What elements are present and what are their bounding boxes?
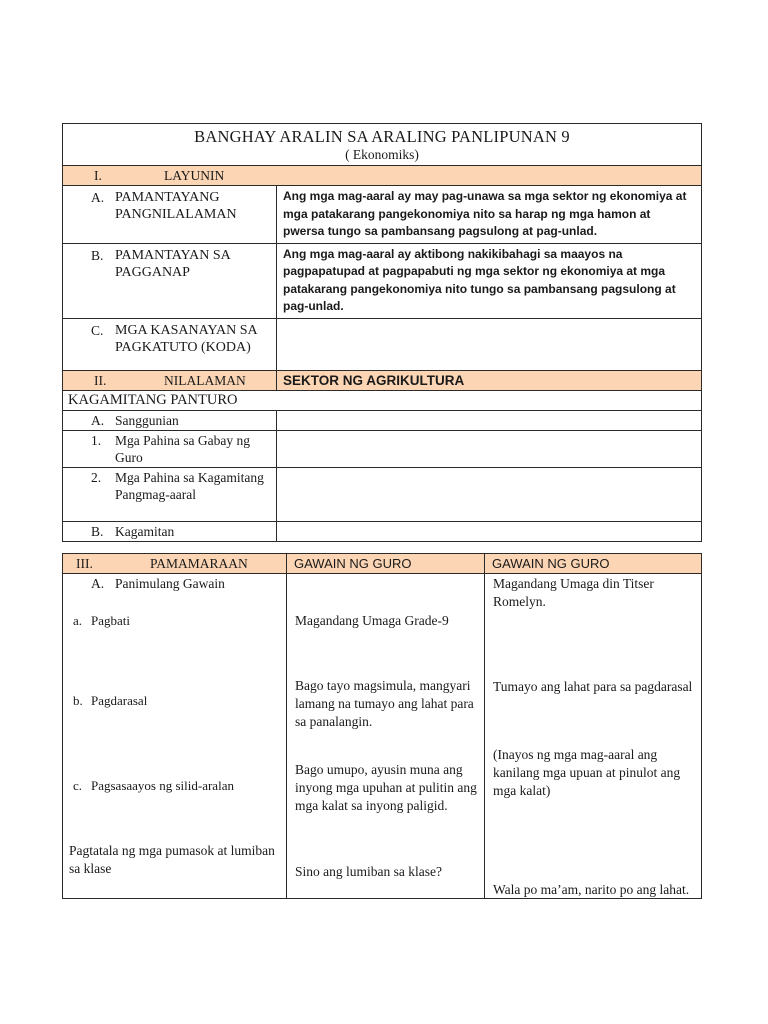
section-layunin-header [63,166,702,186]
student-attendance-answer: Wala po ma’am, narito po ang lahat. [493,882,690,897]
section-number: II. [94,372,107,388]
student-arranging: (Inayos ng mga mag-aaral ang kanilang mga upuan at pinulot ang mga kalat) [493,747,681,798]
material-1-cell [63,430,277,467]
student-activity-cell [485,574,702,899]
objective-label: PAMANTAYANG PANGNILALAMAN [115,190,237,222]
section-nilalaman-header [63,370,277,390]
topic-title: SEKTOR NG AGRIKULTURA [277,370,702,390]
teacher-activity-cell [287,574,485,899]
procedure-table [62,553,702,899]
teacher-attendance-question: Sino ang lumiban sa klase? [295,864,442,879]
material-letter: B. [91,523,104,539]
section-number: III. [76,556,93,571]
student-prayer: Tumayo ang lahat para sa pagdarasal [493,679,693,694]
objective-a-text: Ang mga mag-aaral ay may pag-unawa sa mga sektor ng ekonomiya at mga patakarang pangekonomiya nito sa harap ng mga hamon at pwersa tungo sa pambansang pagsulong at pag-unlad. [277,186,702,244]
objective-label: MGA KASANAYAN SA PAGKATUTO (KODA) [115,322,257,355]
material-2-cell [63,467,277,521]
section-label: LAYUNIN [164,168,225,183]
material-a-cell [63,410,277,430]
intro-activity: A. Panimulang Gawain [91,576,225,591]
objective-a-label-cell [63,186,277,244]
objective-label: PAMANTAYAN SA PAGGANAP [115,247,230,280]
objective-letter: C. [91,322,104,338]
objective-c-text [277,318,702,370]
material-1-value [277,430,702,467]
material-label: Kagamitan [115,523,175,539]
material-label: Mga Pahina sa Kagamitang Pangmag-aaral [115,469,264,502]
objective-letter: A. [91,190,105,205]
material-a-value [277,410,702,430]
document-subtitle: ( Ekonomiks) [345,147,419,162]
material-label: Sanggunian [115,412,179,428]
material-b-value [277,521,702,541]
title-cell [63,124,702,166]
objective-letter: B. [91,247,104,263]
material-number: 1. [91,432,102,448]
document-title: BANGHAY ARALIN SA ARALING PANLIPUNAN 9 [194,127,570,146]
step-attendance: Pagtatala ng mga pumasok at lumiban sa klase [69,843,275,876]
teacher-prayer-instruction: Bago tayo magsimula, mangyari lamang na tumayo ang lahat para sa panalangin. [295,678,474,729]
material-letter: A. [91,412,105,428]
procedure-header: PAMAMARAAN [150,556,248,571]
teacher-activity-header: GAWAIN NG GURO [287,554,485,574]
student-greeting: Magandang Umaga din Titser Romelyn. [493,576,654,609]
teacher-greeting: Magandang Umaga Grade-9 [295,613,449,628]
step-prayer: b. Pagdarasal [73,693,148,708]
lesson-plan-table [62,123,702,542]
material-2-value [277,467,702,521]
section-label: NILALAMAN [164,372,246,388]
procedure-steps-cell [63,574,287,899]
objective-b-label-cell [63,243,277,318]
material-label: Mga Pahina sa Gabay ng Guro [115,432,250,465]
materials-heading: KAGAMITANG PANTURO [63,390,702,410]
step-arranging: c. Pagsasaayos ng silid-aralan [73,778,234,793]
material-number: 2. [91,469,102,485]
teacher-arranging-instruction: Bago umupo, ayusin muna ang inyong mga upuhan at pulitin ang mga kalat sa inyong paligid. [295,762,477,813]
section-number: I. [94,168,102,183]
student-activity-header: GAWAIN NG GURO [485,554,702,574]
objective-b-text: Ang mga mag-aaral ay aktibong nakikibahagi sa maayos na pagpapatupad at pagpapabuti ng mga sektor ng ekonomiya at mga patakarang pangekonomiya nito tungo sa pambansang pagsulong at pag-unlad. [277,243,702,318]
material-b-cell [63,521,277,541]
step-greeting: a. Pagbati [73,613,130,628]
objective-c-label-cell [63,318,277,370]
procedure-header-cell [63,554,287,574]
